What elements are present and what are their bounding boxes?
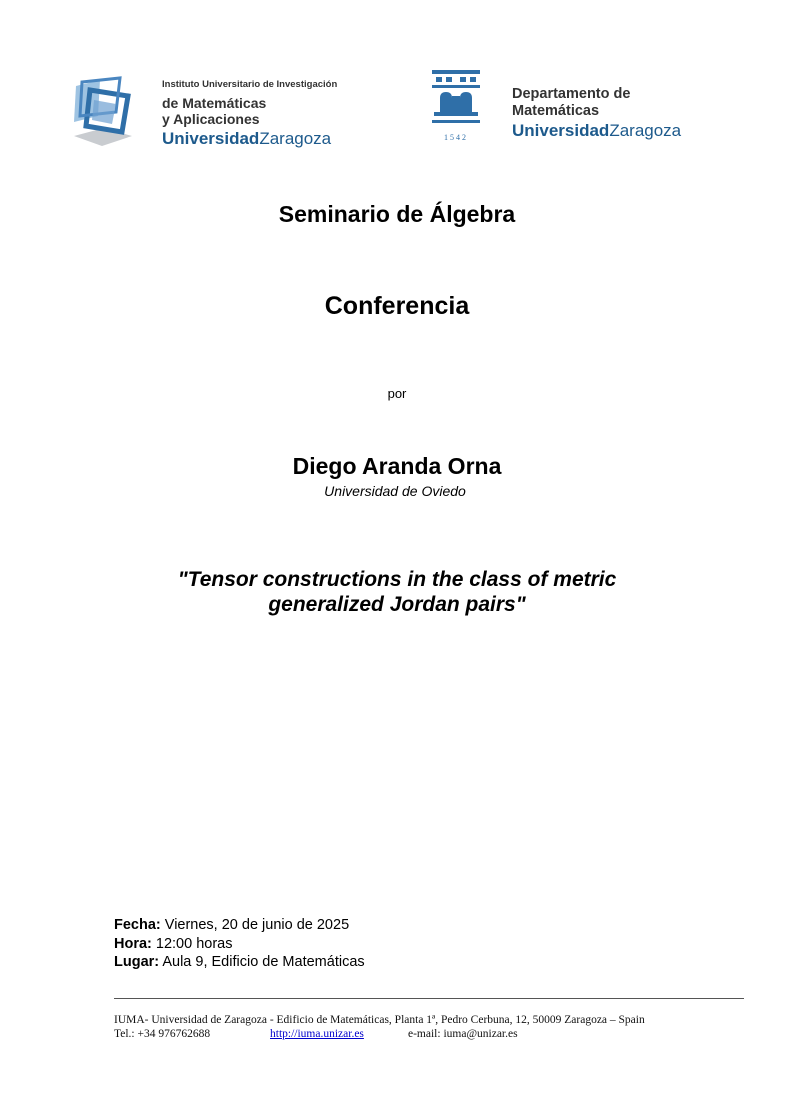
department-logo xyxy=(430,68,720,148)
talk-title xyxy=(0,567,794,617)
speaker-affiliation: Universidad de Oviedo xyxy=(324,483,466,499)
iuma-logo xyxy=(70,72,360,152)
footer xyxy=(114,1014,645,1042)
place-row xyxy=(114,953,365,972)
footer-email: e-mail: iuma@unizar.es xyxy=(408,1027,518,1040)
talk-title-line-1: "Tensor constructions in the class of metric xyxy=(177,568,617,591)
department-name-line-1: Departamento de xyxy=(512,86,631,102)
iuma-university-name: UniversidadZaragoza xyxy=(162,129,332,149)
department-name-line-2: Matemáticas xyxy=(512,102,600,119)
time-row xyxy=(114,935,365,954)
seminar-series-title: Seminario de Álgebra xyxy=(278,201,516,227)
date-row xyxy=(114,916,365,935)
by-label: por xyxy=(387,386,407,401)
speaker-name: Diego Aranda Orna xyxy=(292,453,502,479)
talk-title-line-2: generalized Jordan pairs" xyxy=(268,593,526,617)
iuma-name-line-1: de Matemáticas xyxy=(162,94,267,111)
footer-divider xyxy=(114,998,744,999)
iuma-institute-line: Instituto Universitario de Investigación xyxy=(162,79,338,90)
crest-year: 1542 xyxy=(444,133,468,142)
place-value: Aula 9, Edificio de Matemáticas xyxy=(159,954,365,970)
date-label: Fecha: xyxy=(114,917,161,933)
event-type-heading: Conferencia xyxy=(324,292,470,320)
time-value: 12:00 horas xyxy=(151,935,233,952)
website-link[interactable]: http://iuma.unizar.es xyxy=(270,1027,364,1040)
iuma-emblem-icon xyxy=(70,76,134,148)
date-value: Viernes, 20 de junio de 2025 xyxy=(160,917,350,933)
time-label: Hora: xyxy=(114,935,152,952)
place-label: Lugar: xyxy=(114,954,160,970)
footer-address: IUMA- Universidad de Zaragoza - Edificio de Matemáticas, Planta 1ª, Pedro Cerbuna, 12, 50009 Zaragoza – Spain xyxy=(114,1014,645,1026)
event-details xyxy=(114,916,365,972)
university-crest-icon xyxy=(430,68,482,144)
footer-telephone: Tel.: +34 976762688 xyxy=(114,1027,211,1040)
department-university-name: UniversidadZaragoza xyxy=(512,121,682,141)
iuma-name-line-2: y Aplicaciones xyxy=(162,111,260,128)
